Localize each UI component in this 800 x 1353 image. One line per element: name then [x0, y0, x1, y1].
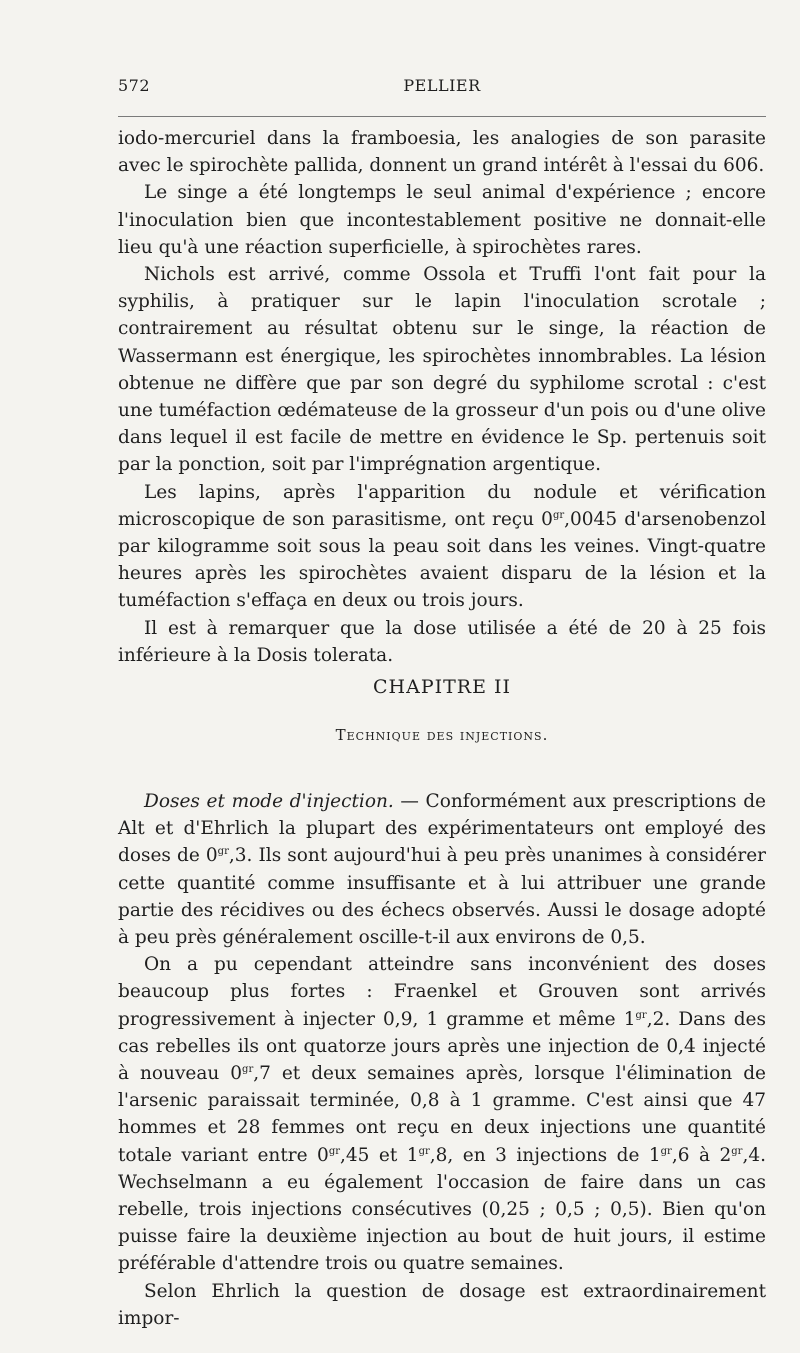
header-rule	[118, 116, 766, 117]
text-run: Les lapins, après l'apparition du nodule et vérification microscopique de son parasitisme, ont reçu 0	[118, 481, 766, 530]
paragraph: iodo-mercuriel dans la framboesia, les analogies de son parasite avec le spirochète pallida, donnent un grand intérêt à l'essai du 606.	[118, 128, 766, 177]
text-run: ,3. Ils sont aujourd'hui à peu près unanimes à considérer cette quantité comme insuffisante et à lui attribuer une grande partie des récidives ou des échecs observés. Aussi le dosage adopté à peu près généralement oscille-t-il aux environs de 0,5.	[118, 845, 766, 949]
unit-superscript: gr	[552, 509, 565, 521]
text-run: ,2. Dans des cas rebelles ils ont quatorze jours après une injection de 0,4 injecté à nouveau 0	[118, 1008, 766, 1085]
text-run: ,4. Wechselmann a eu également l'occasion de faire dans un cas rebelle, trois injections consécutives (0,25 ; 0,5 ; 0,5). Bien qu'on puisse faire la deuxième injection au bout de huit jours, il estime préférable d'attendre trois ou quatre semaines.	[118, 1144, 766, 1275]
section-lead-in: Doses et mode d'injection.	[144, 791, 394, 812]
paragraph: Selon Ehrlich la question de dosage est extraordinairement impor-	[118, 1280, 766, 1329]
paragraph	[118, 788, 766, 951]
text-run: ,45 et 1	[340, 1144, 419, 1166]
text-run: ,7 et deux semaines après, lorsque l'élimination de l'arsenic paraissait terminée, 0,8 à 1 gramme. C'est ainsi que 47 hommes et 28 femmes ont reçu en deux injections une quantité totale variant entre 0	[118, 1063, 766, 1166]
paragraph	[118, 479, 766, 615]
text-run: ,0045 d'arsenobenzol par kilogramme soit sous la peau soit dans les veines. Vingt-quatre heures après les spirochètes avaient disparu de la lésion et la tuméfaction s'effaça en deux ou trois jours.	[118, 508, 766, 612]
unit-superscript: gr	[328, 1145, 341, 1157]
unit-superscript: gr	[731, 1145, 743, 1157]
text-run: ,6 à 2	[671, 1144, 732, 1166]
intro-text	[118, 125, 766, 669]
chapter-subtitle: Technique des injections.	[335, 726, 549, 744]
unit-superscript: gr	[660, 1145, 672, 1157]
unit-superscript: gr	[242, 1064, 254, 1076]
paragraph: Il est à remarquer que la dose utilisée a été de 20 à 25 fois inférieure à la Dosis tolerata.	[118, 617, 766, 666]
page-number: 572	[118, 76, 151, 95]
text-run: ,8, en 3 injections de 1	[429, 1144, 661, 1166]
unit-superscript: gr	[635, 1009, 647, 1021]
chapter-heading	[118, 676, 766, 744]
paragraph	[118, 951, 766, 1277]
paragraph: Le singe a été longtemps le seul animal d'expérience ; encore l'inoculation bien que incontestablement positive ne donnait-elle lieu qu'à une réaction superficielle, à spirochètes rares.	[118, 182, 766, 258]
text-run: — Conformément aux prescriptions de Alt et d'Ehrlich la plupart des expérimentateurs ont employé des doses de 0	[118, 791, 766, 867]
paragraph: Nichols est arrivé, comme Ossola et Truffi l'ont fait pour la syphilis, à pratiquer sur le lapin l'inoculation scrotale ; contrairement au résultat obtenu sur le singe, la réaction de Wassermann est énergique, les spirochètes innombrables. La lésion obtenue ne diffère que par son degré du syphilome scrotal : c'est une tuméfaction œdémateuse de la grosseur d'un pois ou d'une olive dans lequel il est facile de mettre en évidence le Sp. pertenuis soit par la ponction, soit par l'imprégnation argentique.	[118, 264, 766, 476]
running-title: PELLIER	[403, 76, 481, 95]
section-text	[118, 788, 766, 1332]
text-run: On a pu cependant atteindre sans inconvénient des doses beaucoup plus fortes : Fraenkel et Grouven sont arrivés progressivement à injecter 0,9, 1 gramme et même 1	[118, 954, 766, 1030]
unit-superscript: gr	[217, 846, 229, 858]
running-head	[118, 76, 766, 100]
unit-superscript: gr	[418, 1145, 430, 1157]
chapter-title: CHAPITRE II	[372, 676, 512, 698]
